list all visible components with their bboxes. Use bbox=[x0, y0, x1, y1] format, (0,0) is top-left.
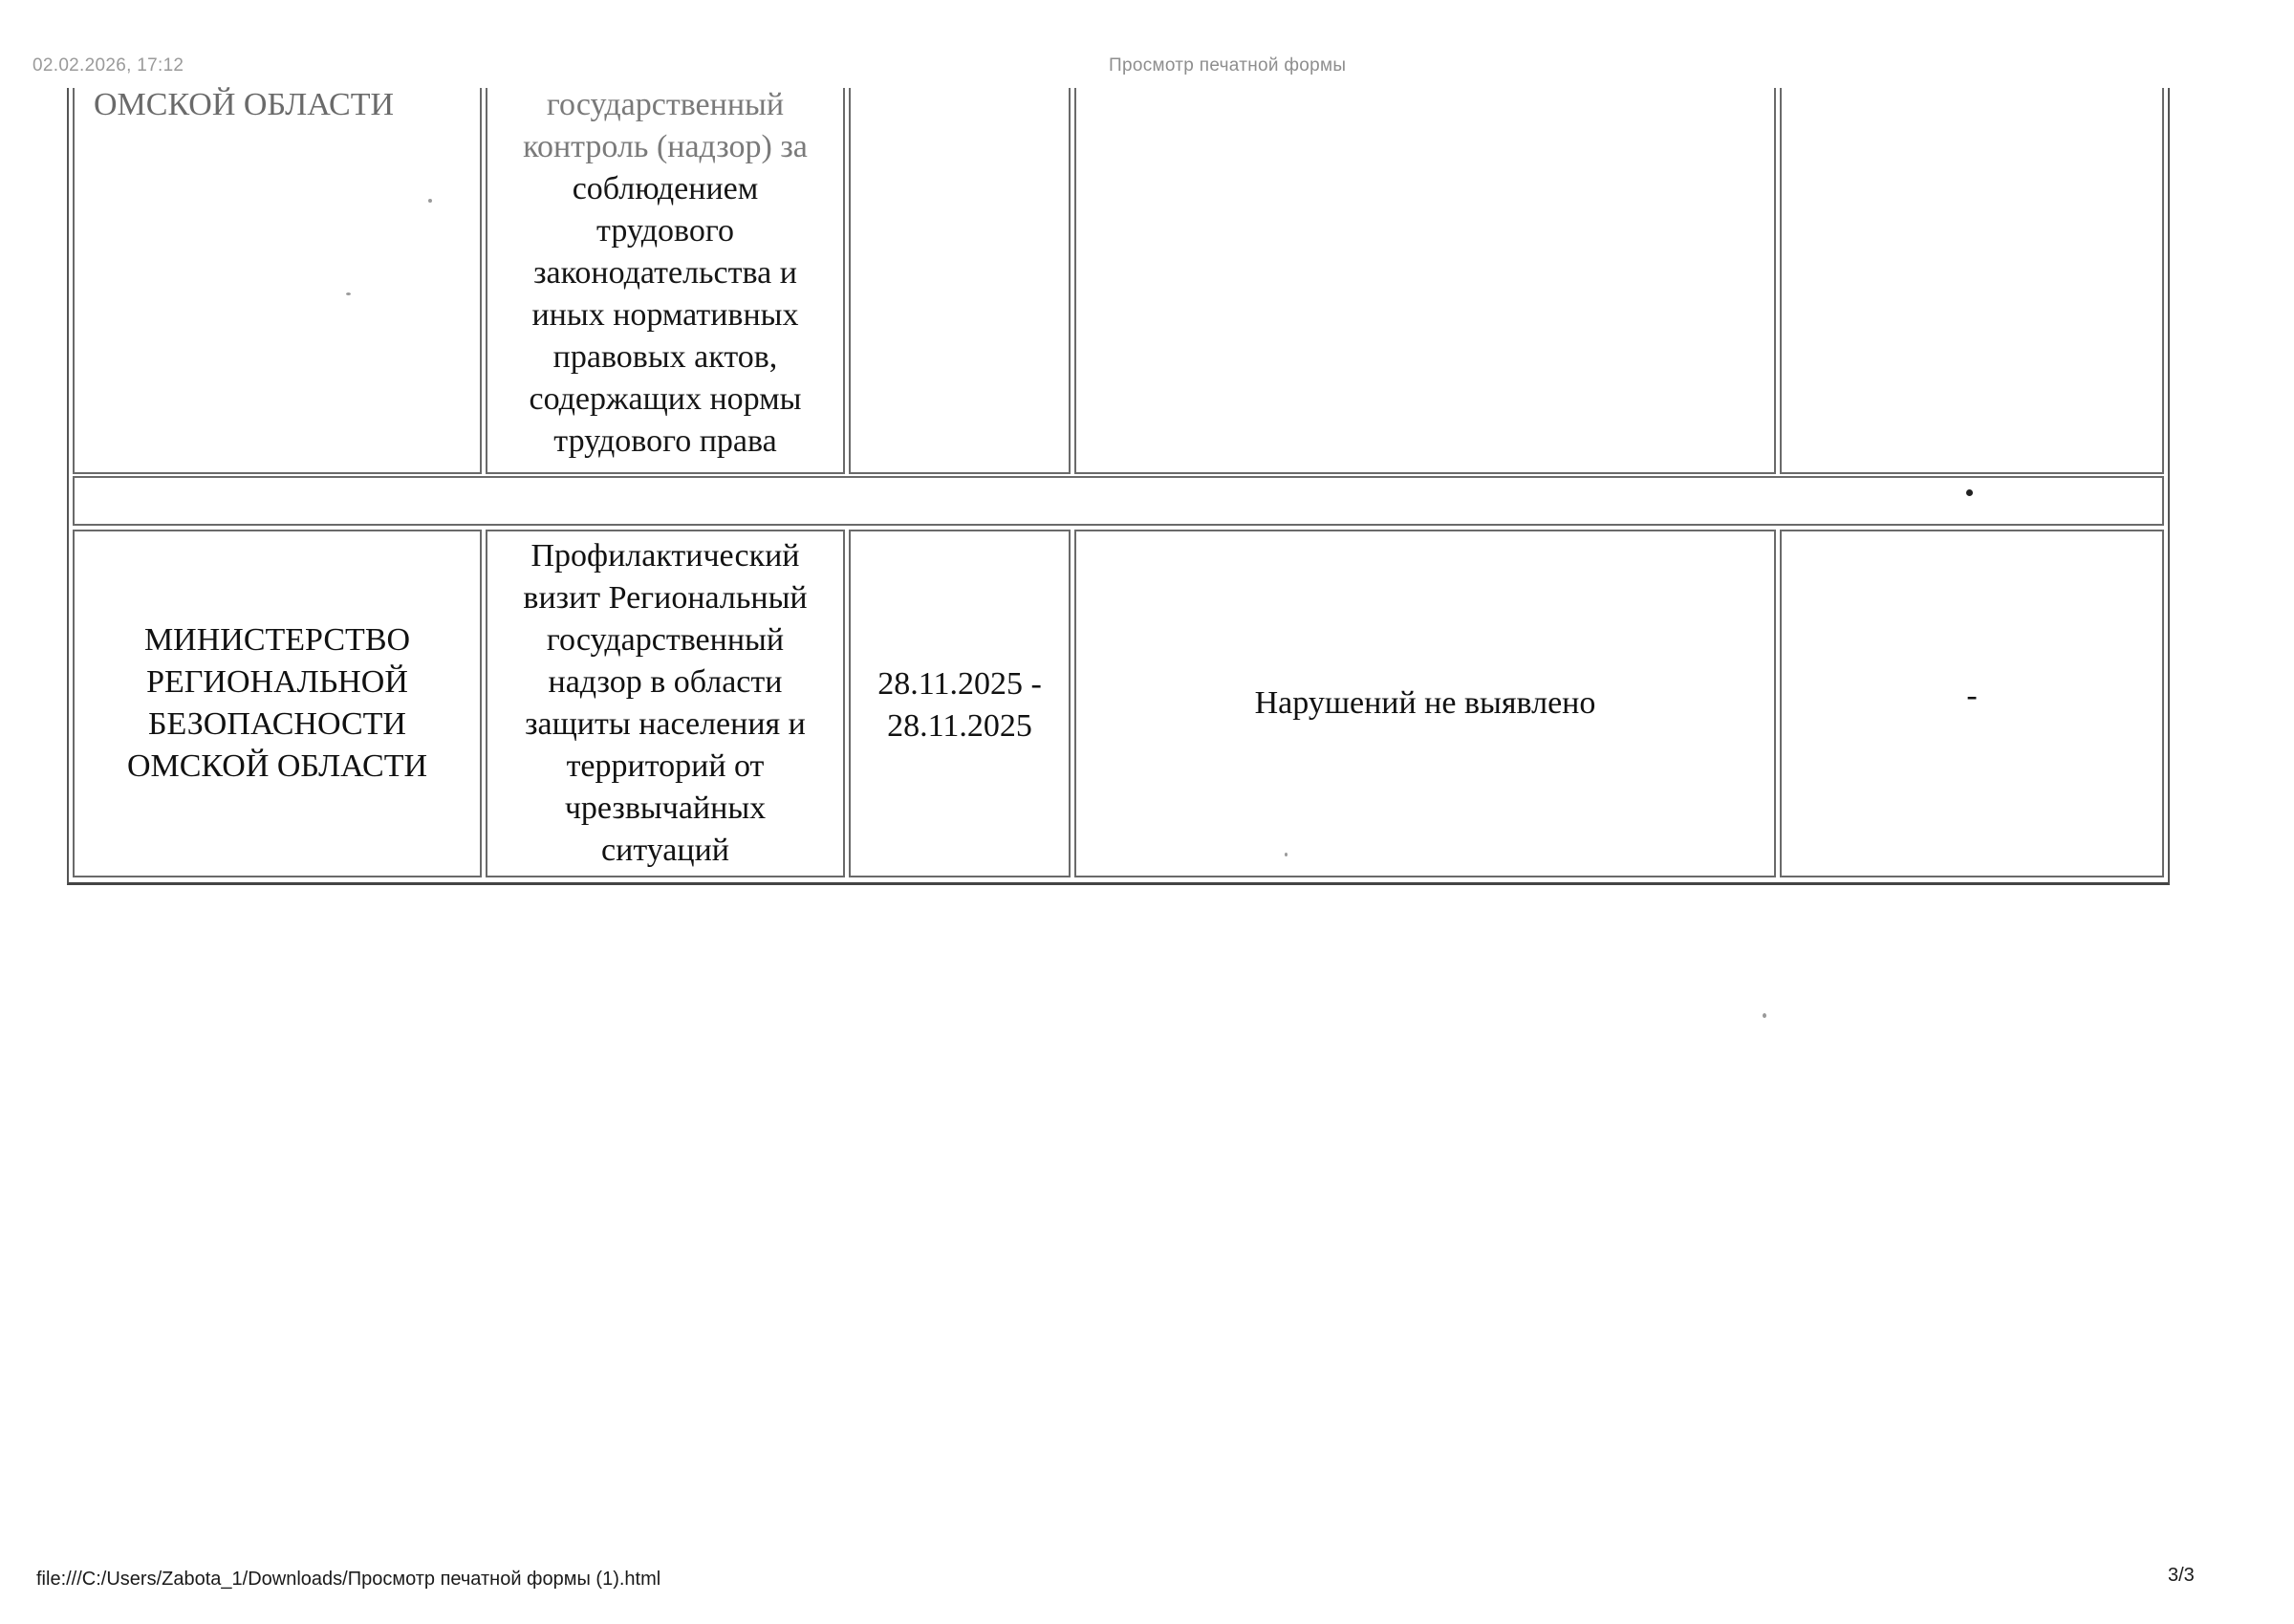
control-type-line: Профилактический bbox=[530, 538, 800, 574]
control-type-line: трудового права bbox=[553, 423, 777, 459]
scan-speck bbox=[1285, 853, 1288, 856]
page-number: 3/3 bbox=[2168, 1565, 2195, 1586]
result-text: Нарушений не выявлено bbox=[1254, 685, 1596, 721]
notes-cell bbox=[1780, 88, 2164, 474]
period-cell bbox=[849, 530, 1071, 877]
organization-line: РЕГИОНАЛЬНОЙ bbox=[146, 664, 408, 700]
scan-speck bbox=[428, 199, 432, 203]
control-type-line: законодательства и bbox=[533, 255, 797, 291]
organization-name: ОМСКОЙ ОБЛАСТИ bbox=[94, 87, 395, 122]
organization-cell bbox=[73, 530, 482, 877]
control-type-text bbox=[517, 84, 813, 463]
result-cell bbox=[1074, 530, 1776, 877]
scan-speck bbox=[346, 292, 351, 295]
scan-dot bbox=[1966, 489, 1973, 496]
control-type-line: содержащих нормы bbox=[529, 381, 802, 417]
notes-text: - bbox=[1966, 678, 1978, 713]
period-cell bbox=[849, 88, 1071, 474]
control-type-line: соблюдением bbox=[572, 171, 759, 206]
period-line: 28.11.2025 - bbox=[877, 666, 1042, 702]
control-type-line: государственный bbox=[546, 622, 785, 658]
table-separator-row bbox=[73, 476, 2164, 526]
control-type-cell bbox=[486, 530, 845, 877]
control-type-line: надзор в области bbox=[548, 664, 783, 700]
file-url: file:///C:/Users/Zabota_1/Downloads/Просмотр печатной формы (1).html bbox=[36, 1569, 661, 1590]
control-type-line: территорий от bbox=[566, 748, 765, 784]
period-line: 28.11.2025 bbox=[887, 708, 1032, 744]
organization-line: ОМСКОЙ ОБЛАСТИ bbox=[126, 748, 428, 784]
control-type-line: ситуаций bbox=[601, 833, 729, 868]
control-type-text bbox=[517, 535, 812, 872]
print-page-title: Просмотр печатной формы bbox=[1109, 55, 1347, 76]
control-type-line: защиты населения и bbox=[525, 706, 806, 742]
control-type-line: государственный bbox=[546, 87, 785, 122]
scan-speck bbox=[1763, 1013, 1766, 1018]
control-type-line: трудового bbox=[596, 213, 734, 249]
print-datetime: 02.02.2026, 17:12 bbox=[32, 55, 184, 76]
control-type-line: контроль (надзор) за bbox=[523, 129, 808, 164]
organization-line: БЕЗОПАСНОСТИ bbox=[148, 706, 406, 742]
control-type-line: визит Региональный bbox=[523, 580, 808, 616]
control-type-line: чрезвычайных bbox=[564, 790, 767, 826]
control-type-line: правовых актов, bbox=[552, 339, 778, 375]
notes-cell bbox=[1780, 530, 2164, 877]
organization-line: МИНИСТЕРСТВО bbox=[143, 622, 411, 658]
period-text bbox=[872, 663, 1048, 747]
organization-name bbox=[121, 619, 433, 788]
control-type-line: иных нормативных bbox=[531, 297, 799, 333]
organization-cell bbox=[73, 88, 482, 474]
control-type-cell bbox=[486, 88, 845, 474]
result-cell bbox=[1074, 88, 1776, 474]
